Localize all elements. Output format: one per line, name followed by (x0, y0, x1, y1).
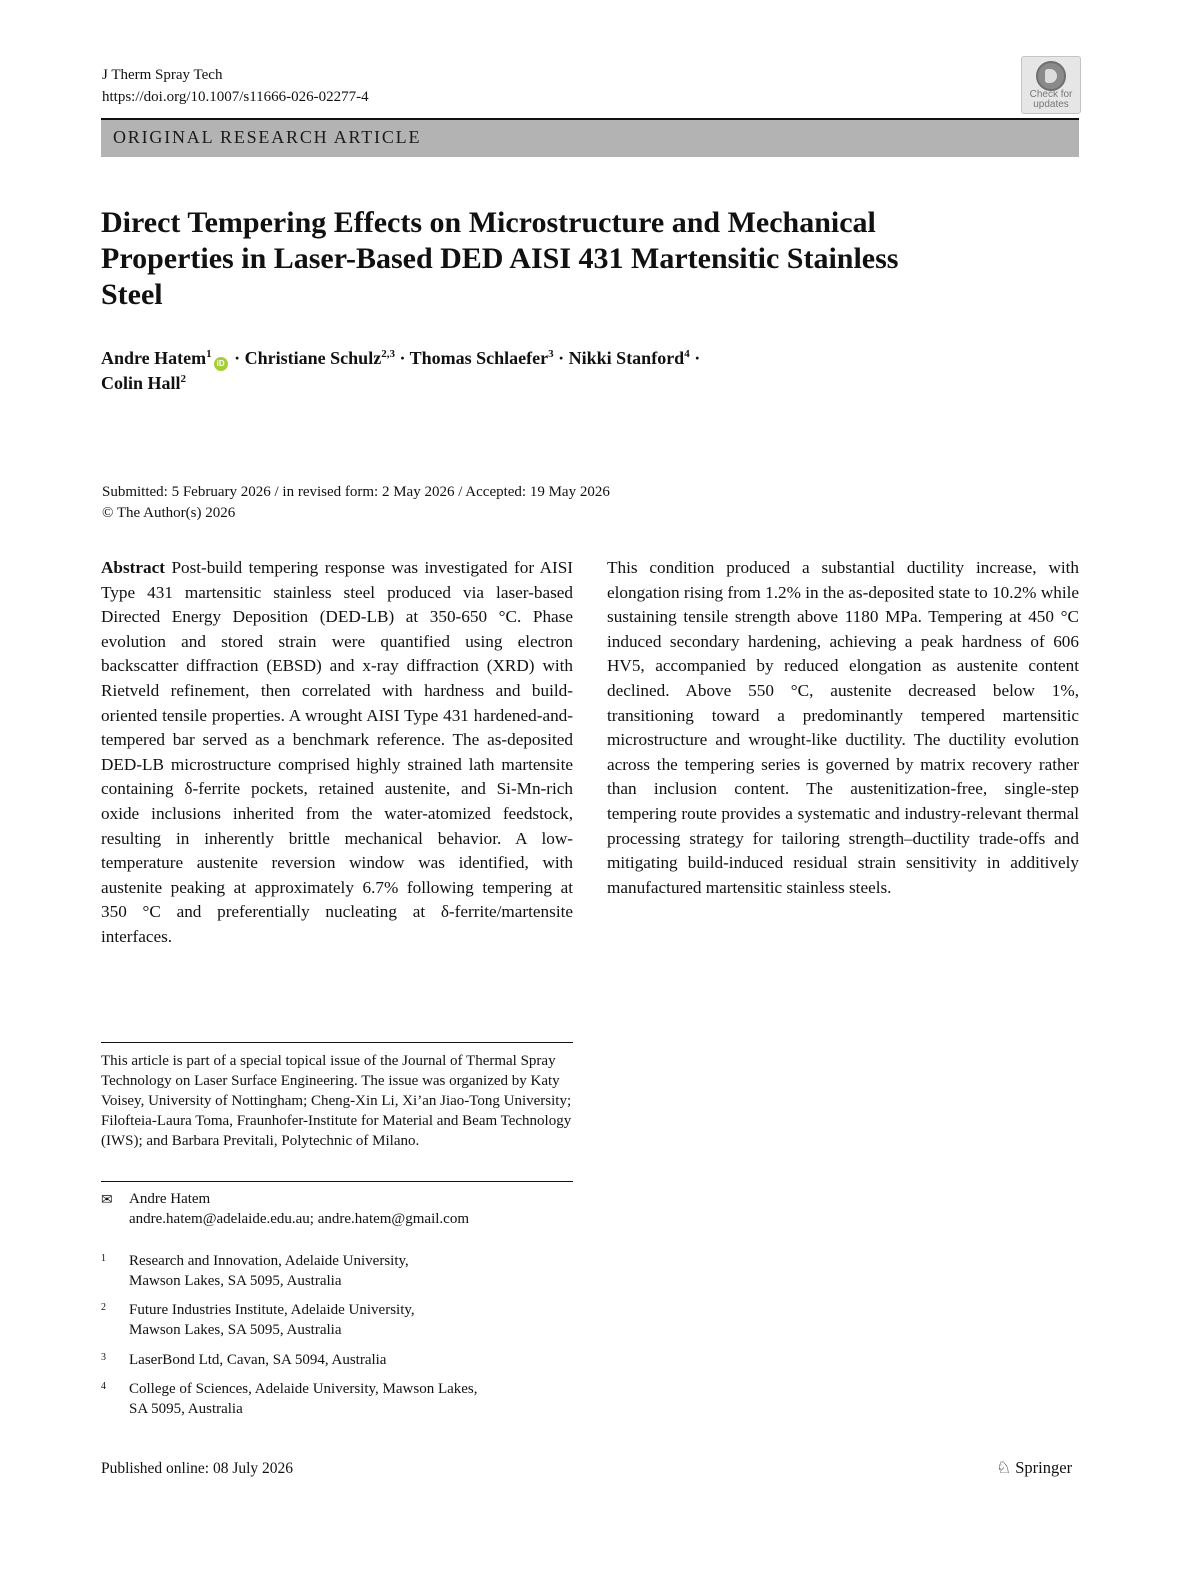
affiliation-number: 4 (101, 1381, 106, 1392)
author-affiliation-sup: 3 (548, 348, 554, 360)
author-separator: · (694, 348, 701, 368)
author-separator: · (558, 348, 565, 368)
contact-divider (101, 1181, 573, 1182)
author-name[interactable]: Christiane Schulz (244, 348, 382, 368)
affiliation-item (101, 1300, 573, 1340)
title-line-2: Properties in Laser-Based DED AISI 431 Martensitic Stainless (101, 242, 899, 275)
affiliation-line: Research and Innovation, Adelaide University, (129, 1253, 409, 1269)
orcid-icon[interactable]: iD (214, 357, 228, 371)
publisher-logo[interactable] (996, 1458, 1072, 1478)
check-for-updates-badge[interactable] (1021, 56, 1081, 114)
badge-text (1022, 90, 1080, 110)
doi-link[interactable]: https://doi.org/10.1007/s11666-026-02277-4 (102, 89, 369, 105)
contact-email[interactable]: andre.hatem@adelaide.edu.au; andre.hatem@gmail.com (129, 1211, 469, 1227)
publisher-name: Springer (1015, 1458, 1073, 1477)
springer-horse-icon: ♘ (996, 1458, 1012, 1478)
affiliation-line: LaserBond Ltd, Cavan, SA 5094, Australia (129, 1352, 387, 1368)
author-name[interactable]: Thomas Schlaefer (409, 348, 549, 368)
author-list (101, 346, 1001, 396)
journal-name: J Therm Spray Tech (102, 67, 223, 83)
author-affiliation-sup: 2 (180, 373, 187, 385)
author-affiliation-sup: 4 (684, 348, 690, 360)
crossmark-icon (1036, 61, 1066, 91)
corresponding-author (101, 1189, 573, 1229)
contact-name: Andre Hatem (129, 1191, 211, 1207)
published-online: Published online: 08 July 2026 (101, 1460, 294, 1477)
affiliation-item (101, 1251, 573, 1291)
affiliation-line: Future Industries Institute, Adelaide University, (129, 1302, 415, 1318)
affiliation-number: 3 (101, 1352, 106, 1363)
title-line-3: Steel (101, 278, 163, 311)
author-affiliation-sup: 1 (206, 348, 212, 360)
special-issue-note: This article is part of a special topical issue of the Journal of Thermal Spray Technology on Laser Surface Engineering. The issue was organized by Katy Voisey, University of Nottingham; Cheng-Xin Li, Xi’an Jiao-Tong University; Filofteia-Laura Toma, Fraunhofer-Institute for Material and Beam Technology (IWS); and Barbara Previtali, Polytechnic of Milano. (101, 1053, 572, 1149)
affiliation-line: Mawson Lakes, SA 5095, Australia (129, 1322, 342, 1338)
affiliation-line: SA 5095, Australia (129, 1401, 243, 1417)
author-separator: · (399, 348, 406, 368)
footnote-divider (101, 1042, 573, 1043)
title-line-1: Direct Tempering Effects on Microstructure and Mechanical (101, 206, 876, 239)
author-separator: · (234, 348, 241, 368)
affiliation-item (101, 1379, 573, 1419)
affiliation-line: Mawson Lakes, SA 5095, Australia (129, 1273, 342, 1289)
abstract-heading: Abstract (101, 558, 165, 577)
envelope-icon[interactable]: ✉ (101, 1192, 113, 1208)
author-name[interactable]: Colin Hall (101, 373, 181, 393)
badge-text-line2: updates (1033, 99, 1069, 110)
abstract-text-part1: Post-build tempering response was investigated for AISI Type 431 martensitic stainless steel produced via laser-based Directed Energy Deposition (DED-LB) at 350-650 °C. Phase evolution and stored strain were quantified using electron backscatter diffraction (EBSD) and x-ray diffraction (XRD) with Rietveld refinement, then correlated with hardness and build-oriented tensile properties. A wrought AISI Type 431 hardened-and-tempered bar served as a benchmark reference. The as-deposited DED-LB microstructure comprised highly strained lath martensite containing δ-ferrite pockets, retained austenite, and Si-Mn-rich oxide inclusions inherited from the water-atomized feedstock, resulting in inherently brittle mechanical behavior. A low-temperature austenite reversion window was identified, with austenite peaking at approximately 6.7% following tempering at 350 °C and preferentially nucleating at δ-ferrite/martensite interfaces. (101, 558, 573, 946)
badge-text-line1: Check for (1029, 89, 1073, 100)
affiliation-line: College of Sciences, Adelaide University, Mawson Lakes, (129, 1381, 478, 1397)
article-title (101, 205, 1061, 313)
submission-dates: Submitted: 5 February 2026 / in revised form: 2 May 2026 / Accepted: 19 May 2026 (102, 484, 610, 500)
author-name[interactable]: Andre Hatem (101, 348, 207, 368)
author-affiliation-sup: 2,3 (381, 348, 395, 360)
abstract-left-column (101, 556, 573, 950)
journal-header (102, 64, 369, 108)
affiliation-number: 1 (101, 1253, 106, 1264)
abstract-right-column (607, 556, 1079, 900)
article-type-banner (101, 118, 1079, 157)
affiliation-item (101, 1350, 573, 1370)
copyright-notice: © The Author(s) 2026 (102, 505, 236, 521)
abstract-text-part2: This condition produced a substantial ductility increase, with elongation rising from 1.2% in the as-deposited state to 10.2% while sustaining tensile strength above 1180 MPa. Tempering at 450 °C induced secondary hardening, achieving a peak hardness of 606 HV5, accompanied by reduced elongation as austenite content declined. Above 550 °C, austenite decreased below 1%, transitioning toward a predominantly tempered martensitic microstructure and wrought-like ductility. The ductility evolution across the tempering series is governed by matrix recovery rather than inclusion content. The austenitization-free, single-step tempering route provides a systematic and industry-relevant thermal processing strategy for tailoring strength–ductility trade-offs and mitigating build-induced residual strain sensitivity in additively manufactured martensitic stainless steels. (607, 558, 1079, 897)
affiliation-number: 2 (101, 1302, 106, 1313)
article-type-label: ORIGINAL RESEARCH ARTICLE (113, 127, 422, 147)
article-history (102, 482, 610, 524)
author-name[interactable]: Nikki Stanford (568, 348, 685, 368)
